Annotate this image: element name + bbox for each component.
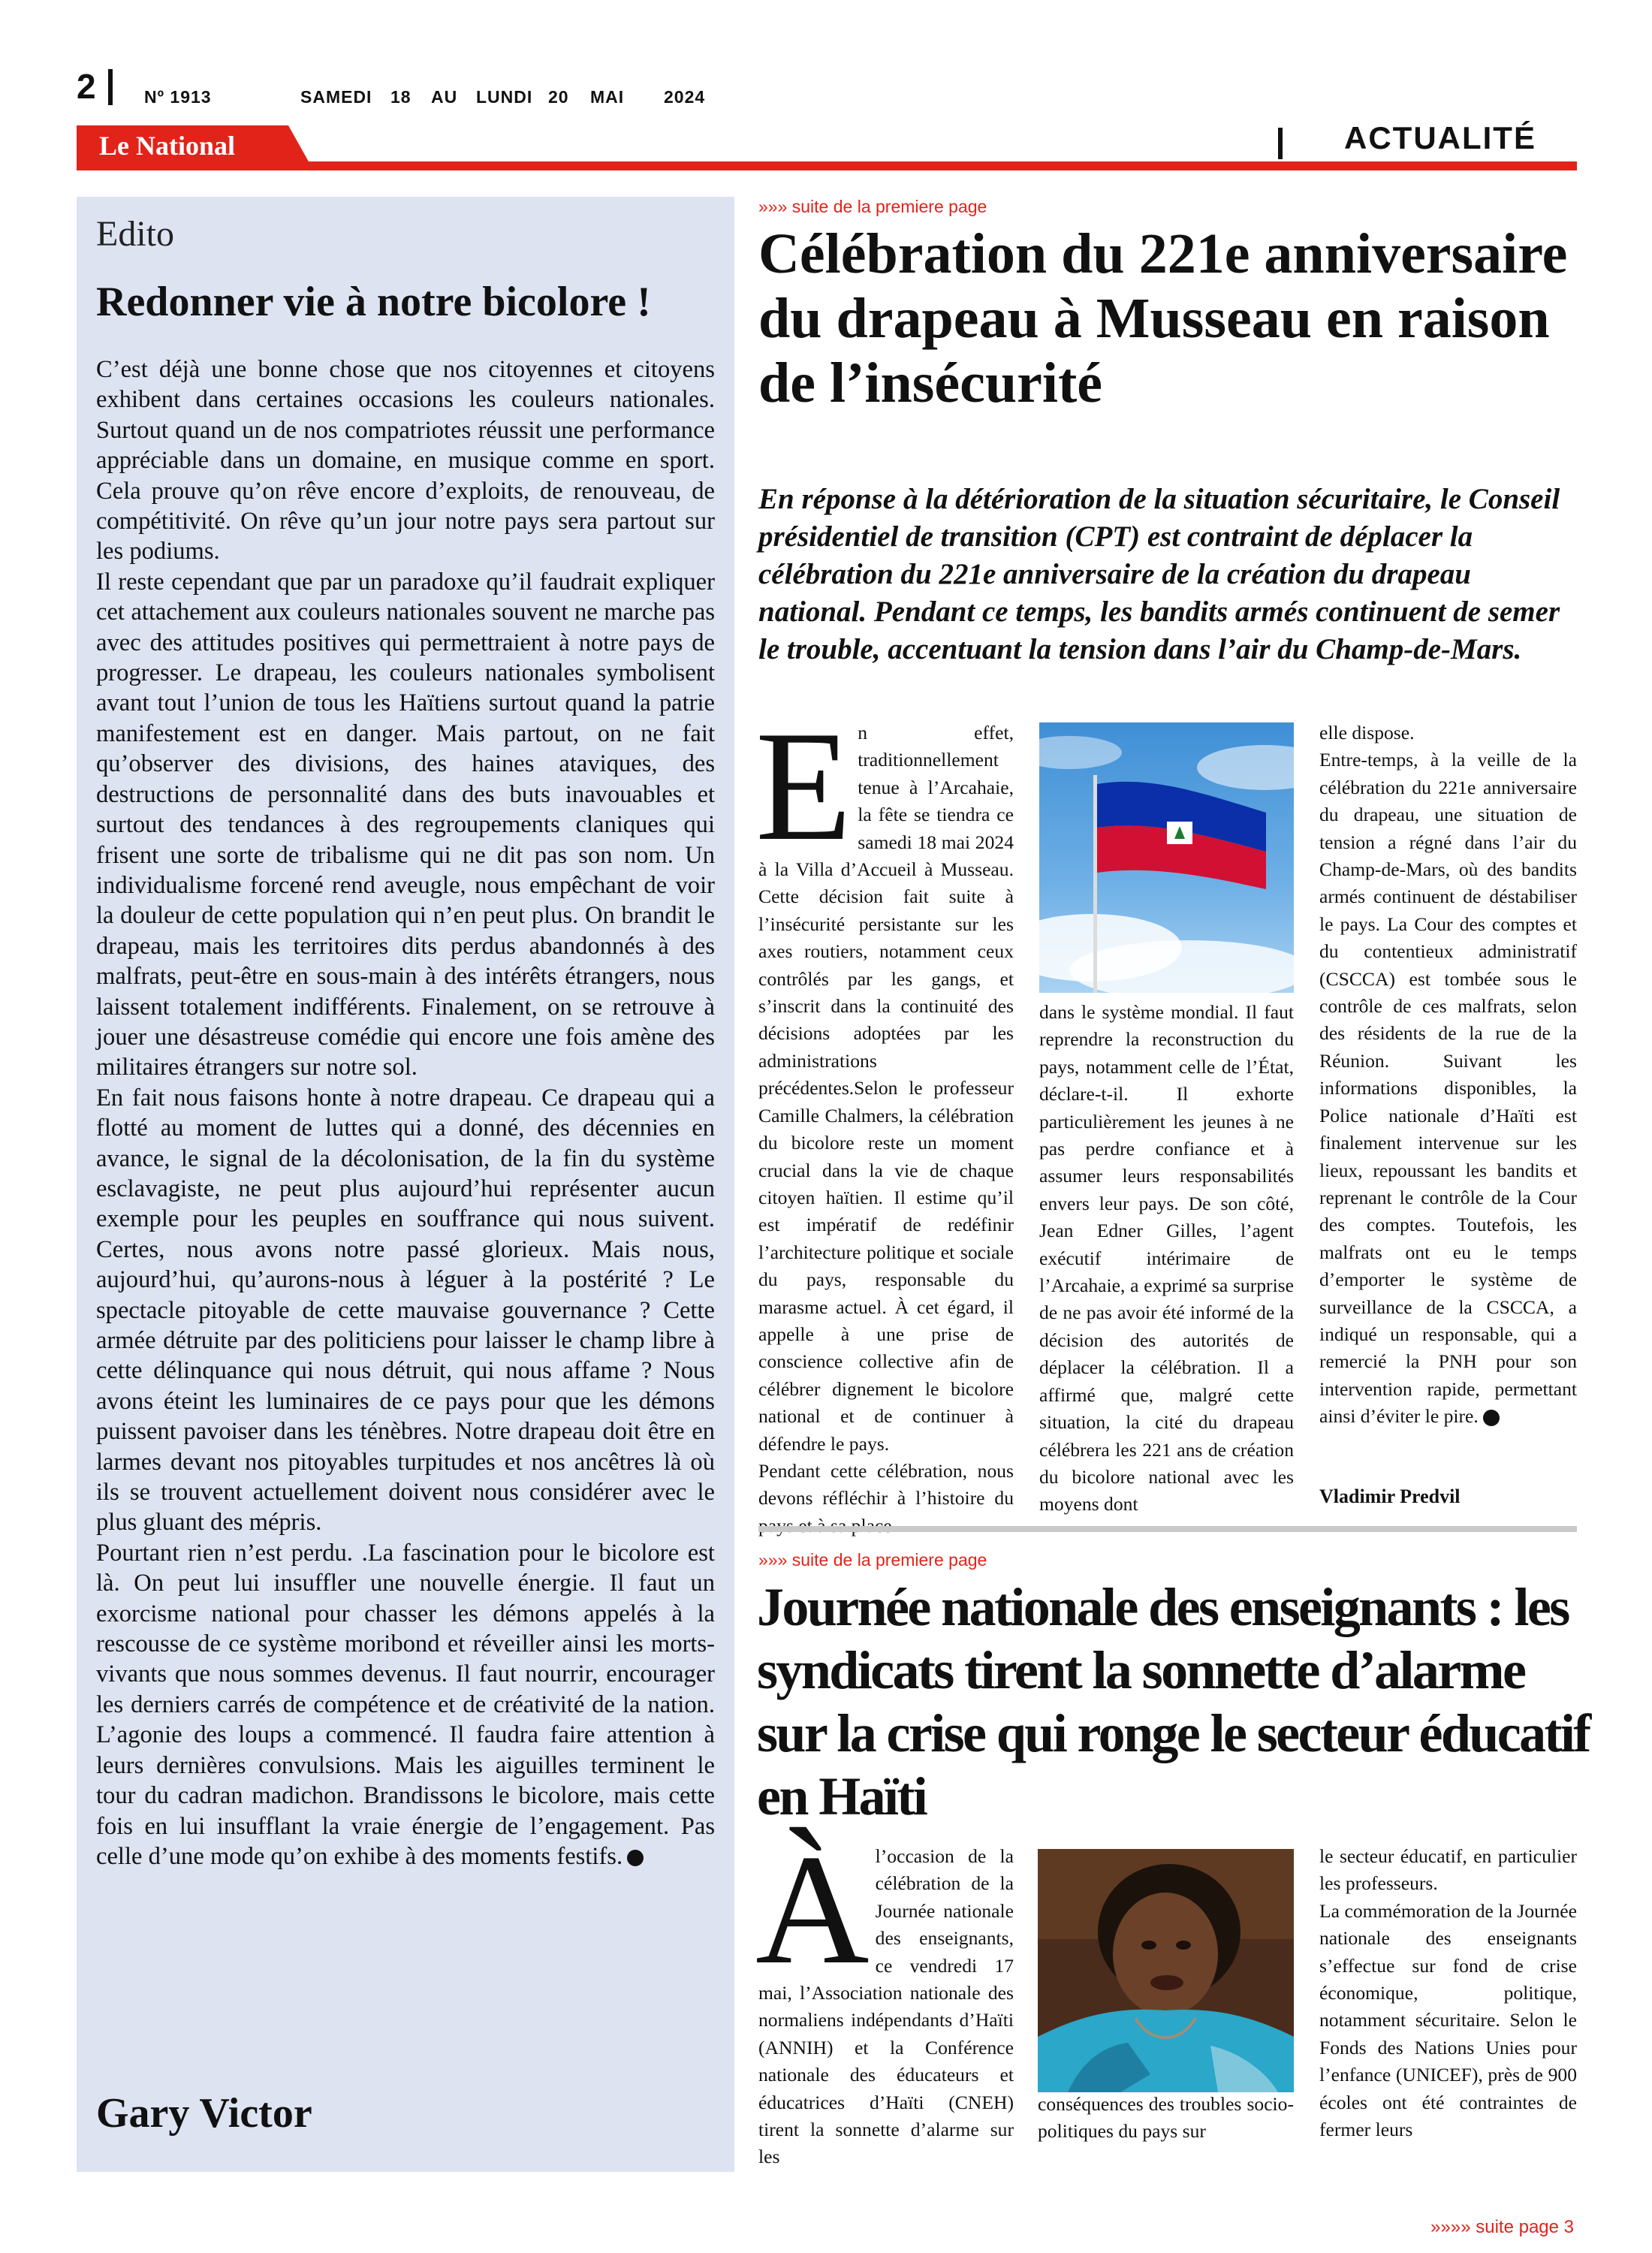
article2-dropcap: À [755,1823,870,1997]
date-month: MAI [590,87,625,107]
edito-author: Gary Victor [96,2090,312,2137]
article2-col1-paragraph: l’occasion de la célébration de la Journée nationale des enseignants, ce vendredi 17 mai, l’Association nationale des normaliens indépendants d’Haïti (ANNIH) et la Conférence nationale des éducateurs et éducatrices d’Haïti (CNEH) tirent la sonnette d’alarme sur les [758,1845,1014,2168]
article1-col3-paragraph: elle dispose. [1319,722,1415,743]
page-header [0,0,1652,180]
article1-suite-label: »»» suite de la premiere page [758,197,987,216]
edito-paragraph [96,1538,715,1871]
continued-label: »»»» suite page 3 [1430,2217,1574,2237]
teacher-photo [1038,1849,1294,2092]
article2-title: Journée nationale des enseignants : les syndicats tirent la sonnette d’alarme sur la crise qui ronge le secteur éducatif en Haïti [757,1577,1590,1826]
article2-suite-label: »»» suite de la premiere page [758,1550,987,1570]
edito-panel [77,197,734,2172]
header-divider [108,69,113,105]
edito-paragraph-text: Pourtant rien n’est perdu. .La fascination pour le bicolore est là. On peut lui insuffler une nouvelle énergie. Il faut un exorcisme national pour chasser les démons appelés à la rescousse de ce système moribond et réveiller ainsi les morts-vivants que nous sommes devenus. Il faut nourrir, encourager les derniers carrés de compétence et de créativité de la nation. L’agonie des loups a commencé. Il faudra faire attention à leurs dernières convulsions. Mais les aiguilles terminent le tour du cadran madichon. Brandissons le bicolore, mais cette fois en lui insufflant la vraie énergie de l’engagement. Pas celle d’une mode qu’on exhibe à des moments festifs. [96,1539,715,1870]
brand-name: Le National [99,131,236,161]
issue-number: Nº 1913 [144,87,212,107]
date-day2: LUNDI [476,87,533,107]
date-day1: SAMEDI [300,87,372,107]
date-year: 2024 [664,87,706,107]
article-divider [758,1526,1577,1532]
edito-title: Redonner vie à notre bicolore ! [96,279,651,325]
article1-byline: Vladimir Predvil [1319,1485,1461,1507]
edito-body [96,354,715,1871]
article1-column-1 [755,699,1014,1540]
article1-column-2 [1039,999,1294,1519]
edito-paragraph: Il reste cependant que par un paradoxe qu’il faudrait expliquer cet attachement aux couleurs nationales souvent ne marche pas avec des attitudes positives qui permettraient à notre pays de progresser. Le drapeau, les couleurs nationales symbolisent avant tout l’union de tous les Haïtiens surtout quand la patrie manifestement est en danger. Mais partout, on ne fait qu’observer des divisions, des haines ataviques, des destructions de personnalité dans des buts inavouables et surtout des tendances à des regroupements claniques qui frisent une sorte de tribalisme qui ne dit pas son nom. Un individualisme forcené rend aveugle, nous empêchant de voir la douleur de cette population qui n’en peut plus. On brandit le drapeau, mais les territoires dits perdus abandonnés à des malfrats, peut-être en sous-main à des intérêts étrangers, nous laissent totalement indifférents. Finalement, on se retrouve à jouer une désastreuse comédie qui encore une fois amène des militaires étrangers sur notre sol. [96,568,715,1081]
date-num1: 18 [390,87,411,107]
article2-column-1 [755,1823,1014,2171]
article1-col1-paragraph: Pendant cette célébration, nous devons réfléchir à l’histoire du [758,1459,1014,1510]
article2-col2-paragraph: conséquences des troubles socio-politiques du pays sur [1038,2093,1294,2143]
article2-col3-paragraph: le secteur éducatif, en particulier les professeurs. [1319,1845,1577,1895]
article1-column-3 [1319,719,1577,1431]
article2-column-2 [1038,2091,1294,2146]
brand-rule [302,161,1577,170]
edito-paragraph: C’est déjà une bonne chose que nos citoyennes et citoyens exhibent dans certaines occasions les couleurs nationales. Surtout quand un de nos compatriotes réussit une performance appréciable dans un domaine, en musique comme en sport. Cela prouve qu’on rêve encore d’exploits, de renouveau, de compétitivité. On rêve qu’un jour notre pays sera partout sur les podiums. [96,356,715,566]
flag-photo [1039,722,1294,993]
article1-col1-paragraph: n effet, traditionnellement tenue à l’Arcahaie, la fête se tiendra ce samedi 18 mai 2024 à la Villa d’Accueil à Musseau. Cette décision fait suite à l’insécurité persistante sur les axes routiers, notamment ceux contrôlés par les gangs, et s’inscrit dans la continuité des décisions adoptées par les administrations précédentes.Selon le professeur Camille Chalmers, la célébration du bicolore reste un moment crucial dans la vie de chaque citoyen haïtien. Il estime qu’il est impératif de redéfinir l’architecture politique et sociale du pays, responsable du marasme actuel. À cet égard, il appelle à une prise de conscience collective afin de célébrer dignement le bicolore national et de continuer à défendre le pays. [758,722,1014,1455]
date-au: AU [431,87,458,107]
article1-title: Célébration du 221e anniversaire du drapeau à Musseau en raison de l’insécurité [758,222,1568,415]
article1-col3-text: Entre-temps, à la veille de la célébration du 221e anniversaire du drapeau, une situation de tension a régné dans l’air du Champ-de-Mars, où des bandits armés continuent de déstabiliser le pays. La Cour des comptes et du contentieux administratif (CSCCA) est tombée sous le contrôle de ces malfrats, selon des résidents de la rue de la Réunion. Suivant les informations disponibles, la Police nationale d’Haïti est finalement intervenue sur les lieux, repoussant les bandits et reprenant le contrôle de la Cour des comptes. Toutefois, les malfrats ont eu le temps d’emporter le système de surveillance de la CSCCA, a indiqué un responsable, qui a remercié la PNH pour son intervention rapide, permettant ainsi d’éviter le pire. [1319,749,1577,1428]
article1-dropcap: E [755,699,852,873]
article1-lead: En réponse à la détérioration de la situation sécuritaire, le Conseil présidentiel de transition (CPT) est contraint de déplacer la célébration du 221e anniversaire de la création du drapeau national. Pendant ce temps, les bandits armés continuent de semer le trouble, accentuant la tension dans l’air du Champ-de-Mars. [758,483,1560,665]
edito-kicker: Edito [96,214,174,254]
haiti-flag-image [1039,722,1294,993]
article2-col3-paragraph: La commémoration de la Journée nationale des enseignants s’effectue sur fond de crise économique, politique, notamment sécuritaire. Selon le Fonds des Nations Unies pour l’enfance (UNICEF), près de 900 écoles ont été contraintes de fermer leurs [1319,1899,1577,2141]
end-mark-icon [627,1850,644,1866]
article1-col2-paragraph: dans le système mondial. Il faut reprendre la reconstruction du pays, notamment celle de l’État, déclare-t-il. Il exhorte particulièrement les jeunes à ne pas perdre confiance et à assumer leurs responsabilités envers leur pays. De son côté, Jean Edner Gilles, l’agent exécutif intérimaire de l’Arcahaie, a exprimé sa surprise de ne pas avoir été informé de la décision des autorités de déplacer la célébration. Il a affirmé que, malgré cette situation, la cité du drapeau célébrera les 221 ans de création du bicolore national avec les moyens dont [1039,1001,1294,1516]
woman-speaking-image [1038,1849,1294,2092]
article2-column-3 [1319,1843,1577,2143]
edito-paragraph: En fait nous faisons honte à notre drapeau. Ce drapeau qui a flotté au moment de luttes qui a donné, des décennies en avance, le signal de la décolonisation, de la fin du système esclavagiste, ne peut plus aujourd’hui représenter aucun exemple pour les peuples en souffrance qui nous suivent. Certes, nous avons notre passé glorieux. Mais nous, aujourd’hui, qu’aurons-nous à léguer à la postérité ? Le spectacle pitoyable de cette mauvaise gouvernance ? Cette armée détruite par des politiciens pour laisser le champ libre à cette délinquance qui nous détruit, qui nous affame ? Nous avons éteint les luminaires de ce pays pour que les démons puissent pavoiser dans les ténèbres. Notre drapeau doit être en larmes devant nos pitoyables turpitudes et nos ancêtres là où ils se trouvent actuellement doivent nous considérer avec le plus gluant des mépris. [96,1084,715,1537]
article1-col3-paragraph [1319,746,1577,1430]
date-num2: 20 [548,87,569,107]
end-mark-icon [1483,1410,1500,1426]
section-label: ACTUALITÉ [1344,120,1536,155]
page-number: 2 [77,67,96,106]
section-divider [1278,128,1283,159]
